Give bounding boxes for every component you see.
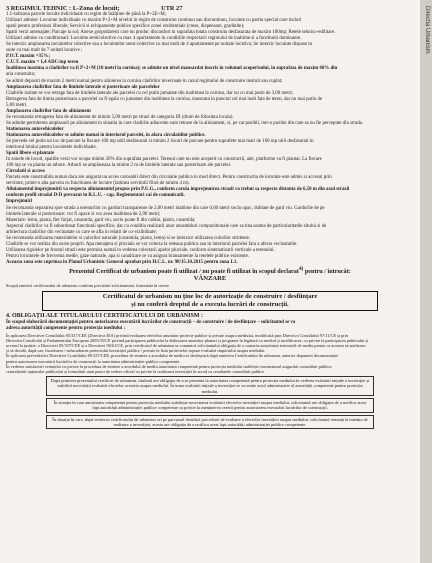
regulation-line: Pentru locuintele de frecventa medie, gaze naturale, apa si canalizare se va asigura bransamente la retelele publice existente. [6, 253, 250, 259]
regulation-line: Aspectul cladirilor va fi subordonat functiunii specifice, dar cu conditia realizarii unor ansambluri compozitionale care sa tina seama de particularitatile sitului si de [6, 223, 327, 229]
regulation-line: Se admit depasiri de maxim 2 metri numai pentru alinierea la cornisa cladirilor invecinate in cazul regimului de construire insiruit sau cuplat; [6, 78, 283, 84]
regulation-line: spatii pentru profesiuni liberale; Servicii si echipamente publice specifice zonei rezidentiale (crese, dispensare, gradinite); [6, 24, 245, 30]
regulation-line: limitele laterale si posterioare: vor fi opace si vor avea inaltimea de 2,00 metri; [6, 211, 161, 217]
regulation-line: Inaltimea maxima a cladirilor va fi P+2+M (10 metri la cornisa); se admite un nivel mansardat inscris in volumul acoperisului, in suprafata de maxim 60% din [6, 66, 338, 72]
regulation-line: Aceasta zona este cuprinsa in Planul Urbanistic General aprobat prin H.C.L. nr. 98/15.10.2015 pentru zona L1. [6, 259, 238, 265]
regulation-line: Aliniamentul imprejmuirii va respecta aliniamentul propus prin P.U.G., conform caruia imprejmuirea strazii va trebui sa respecte distanta de 6,50 m din axul strazii [6, 187, 350, 193]
regulation-line: Utilizari admise: Locuinte individuale cu maxim P+2+M nivelul in regim de construire continuu sau discontinuu, locuinte cu partiu special care includ [6, 18, 301, 24]
regulation-line: Cladirile se vor realiza din surse proprii. Apa menajera si pluviala se vor colecta la reteaua publica sau in interiorul parcelei fara a afecta vecinatatile. [6, 241, 298, 247]
environment-paragraph-line: Directiva Consiliului și Parlamentului European 2003/35/CE privind participarea publicului la elaborarea anumitor planuri și programe în legătură cu mediul și modificarea, cu privire la participarea publicului și [6, 337, 369, 343]
regulation-line: 5,00 metri. [6, 102, 28, 108]
certificate-text [6, 5, 414, 429]
regime-title: 3 REGIMUL TEHNIC : L-Zona de locuit; [6, 5, 120, 12]
regulation-line: In zonele de locuit, spatiile verzi vor ocupa minim 30% din suprafata parcelei. Terenul care nu este acoperit cu constructii, alei, platforme va fi plantat. La fiecare [6, 157, 322, 163]
regulation-line: 100 mp se va planta un arbore. Arborii se amplaseaza la minim 2 m de limitele laterale sau posterioare ale parcelei. [6, 163, 232, 169]
regulation-line: Stationarea autovehiculelor se admite numai in interiorul parcelei, in afara circulatiilor publice. [6, 132, 206, 138]
environment-paragraph-line: În aplicarea prevederilor Directivei Consiliului 85/337/CEE, procedura de emitere a acordului de mediu se desfășoară după emiterea Certificatului de urbanism, anterior depunerii documentației [6, 353, 339, 359]
regulation-line: interiorul lotului pentru locuintele individuale. [6, 145, 97, 151]
regulation-paragraphs [6, 12, 414, 266]
regime-heading [6, 5, 414, 12]
regulation-line: Spatii libere si plantate [6, 151, 55, 157]
regulation-line: P.O.T. maxim =35%; [6, 54, 50, 60]
regulation-line: Se recomanda utilizarea materialelor si culorilor naturale (caramida, piatra, lemn) si se interzice utilizarea culorilor stridente. [6, 235, 251, 241]
regulation-line: Amplasarea cladirilor fata de limitele laterale si posterioare ale parcelelor [6, 84, 160, 90]
environment-paragraph-line: pentru autorizarea executării lucrărilor de construcții la autoritatea administrației publice competente. [6, 358, 181, 364]
regulation-line: Circulatii si accese [6, 169, 45, 175]
regulation-line: aria construita; [6, 72, 36, 78]
utr-code: UTR 27 [161, 5, 183, 12]
section-4-lead-2: adresa autorității competente pentru protecția mediului : [6, 326, 126, 332]
regulation-line: conform profil stradal D-D prevazut in R.L.U. - cap. Reglementari cai de comunicatii. [6, 193, 185, 199]
environment-note-3: În situația în care, după emiterea certificatului de urbanism ori pe parcursul derulării procedurii de evaluare a efectelor investiției asupra mediului, solicitantul renunță la intenția de realizare a investiției, acesta are obligația de a notifica acest fapt autorității administrației publice competente. [46, 415, 374, 430]
regulation-line: Amplasarea cladirilor fata de aliniament [6, 108, 91, 114]
side-label: Directia Urbanism [424, 6, 430, 54]
regulation-line: Se prevede cel putin un loc de parcare la fiecare 100 mp utili desfasurati si minim 2 locuri de parcare pentru suprafete mai mari de 100 mp utili desfasurati in [6, 138, 314, 144]
regulation-line: C.U.T. maxim = 1,4 ADC/mp teren [6, 60, 79, 66]
regulation-line: suite cu mai mult de 7 unitati locative ; [6, 48, 83, 54]
regulation-line: Se admite permiterea amplasarii pe aliniament in situatia in care cladirile adiacente sunt retrase de la aliniament, si, pe cat posibil, intr-o pozitie din care sa nu fie percepute din strada. [6, 120, 364, 126]
regulation-line: Se recomanda separarea spre strada a terenurilor cu garduri transparente de 2,00 metri inaltime din care 0,60 metri soclu opac, dublate de gard viu. Gardurile de pe [6, 205, 325, 211]
regulation-line: Imprejmuiri [6, 199, 33, 205]
environment-paragraph-line: În vederea satisfacerii cerințelor cu privire la procedura de emitere a acordului de mediu autoritatea competentă pentru protecția mediului stabilește mecanismul asigurării consultării publice, [6, 363, 333, 369]
regulation-line: Utilizarea rigolelor pe frontul strazii este permisa numai in vederea colectarii apelor pluviale, conform sistematizarii verticale a terenului. [6, 247, 275, 253]
regulation-line: Materiale: lemn, piatra, fier forjat, caramida, gard viu, soclu poate fi din cahlin, piatra, caramida; [6, 217, 196, 223]
regulation-line: Cladirile izolate se vor retrage fata de limitele laterale ale parcelei cu cel putin jumatate din inaltimea la cornisa, dar nu cu mai putin de 3,00 metri; [6, 90, 294, 96]
certificate-usage-line: Prezentul Certificat de urbanism poate fi utilizat / nu poate fi utilizat în scopul declarat$^{4)}$ pentru / întrucât: [69, 265, 351, 276]
regulation-line: Stationarea autovehiculelor [6, 126, 64, 132]
section-4-lead: În scopul elaborării documentației pentru autorizarea executării lucrărilor de construcții – de construire / de desființare – solicitantul se va [6, 320, 296, 326]
regulation-line: Se recomanda retragerea fata de aliniament de minim 5,00 metri pe strazi de categoria III (drum de folosinta locala). [6, 114, 234, 120]
regulation-line: Utilizari admise cu conditionari: Locuinte semicolective cu max 4 apartamente in conditiile respectarii regimului de inaltime si a functiunii dominante. [6, 36, 302, 42]
declared-purpose: VÂNZARE [193, 275, 227, 283]
regulation-line: Parcela este construibila numai daca are asigurat un acces carosabil direct din circulatie publica in mod direct. Pentru constructia de locuinte este admis si accesul prin [6, 175, 332, 181]
adjacent-page-edge [420, 0, 432, 563]
purpose-footnote: Scopul emiterii certificatului de urbanism conform precizării solicitantului, formulată în cerere [6, 283, 169, 289]
regulation-line: Retragerea fata de limita posterioara a parcelei va fi egala cu jumatate din inaltimea la cornisa, masurata in punctul cel mai inalt fata de teren, dar nu mai putin de [6, 96, 322, 102]
environment-paragraphs [6, 333, 414, 375]
environment-paragraph-line: centralizării opțiunilor publicului și formulării unui punct de vedere oficial cu privire la realizarea investiției în acord cu rezultatele consultării publice. [6, 368, 266, 374]
environment-note-1: După primirea prezentului certificat de urbanism, titularul are obligația de a se prezenta la autoritatea competentă pentru protecția mediului în vederea evaluării inițiale a investiției și stabilirii necesității evaluării efectelor acesteia asupra mediului. În urma evaluării inițiale a investiției se va emite actul administrativ al autorității competente pentru protecția mediului. [46, 376, 374, 396]
regulation-line: servitute, printr-o alta parcela cu functiunea de locuire (latimea servitutii fiind de minim 4 m). [6, 181, 190, 187]
regulation-line: Se interzic amplasarea locuintelor colective sau a locuintelor semi-colective cu mai mult de 4 apartamente pe unitate locativa; Se interzic locuinte dispuse in [6, 42, 313, 48]
environment-paragraph-line: accesul la justiție, a Directivei 85/337/CEE și a Directivei 96/61/CE, prin certificatul de urbanism se comunică solicitantului obligația de a contacta autoritatea teritorială de mediu pentru ca aceasta să analizeze [6, 342, 366, 348]
disclaimer-box: Certificatul de urbanism nu ține loc de autorizație de construire / desființare și nu conferă dreptul de a executa lucrări de construcții. [42, 291, 378, 311]
environment-paragraph-line: În aplicarea Directivei Consiliului 85/337/CEE (Directiva EIA) privind evaluarea efectelor anumitor proiecte publice și private asupra mediului, modificată prin Directiva Consiliului 97/11/CE și prin [6, 332, 349, 338]
section-4-title: 4. OBLIGAȚII ALE TITULARULUI CERTIFICATULUI DE URBANISM : [6, 313, 203, 320]
regulation-line: 1.1-subzona parcele locuite individuale cu regim de înălțime de până la P+2E+M; [6, 12, 167, 17]
environment-note-2: În situația în care autoritatea competentă pentru protecția mediului stabilește necesitatea evaluării efectelor investiției asupra mediului, solicitantul are obligația de a notifica acest fapt autorității administrației publice competente cu privire la menținerea cererii pentru autorizarea executării lucrărilor de construcții. [46, 398, 374, 413]
regulation-line: Spatii verzi amenajate; Parcaje la sol; Anexe gospodaresti care nu produc disconfort in suprafata totala construita desfasurata de maxim 100mp; Retele tehnico-edilitare. [6, 30, 336, 36]
regulation-line: arhitectura cladirilor din vecinatate cu care se afla in relatii de co-vizibilitate; [6, 229, 157, 235]
environment-paragraph-line: și să decidă, după caz, încadrarea / neîncadrarea proiectului investiției publice / private în lista proiectelor supuse evaluării impactului asupra mediului. [6, 348, 266, 354]
